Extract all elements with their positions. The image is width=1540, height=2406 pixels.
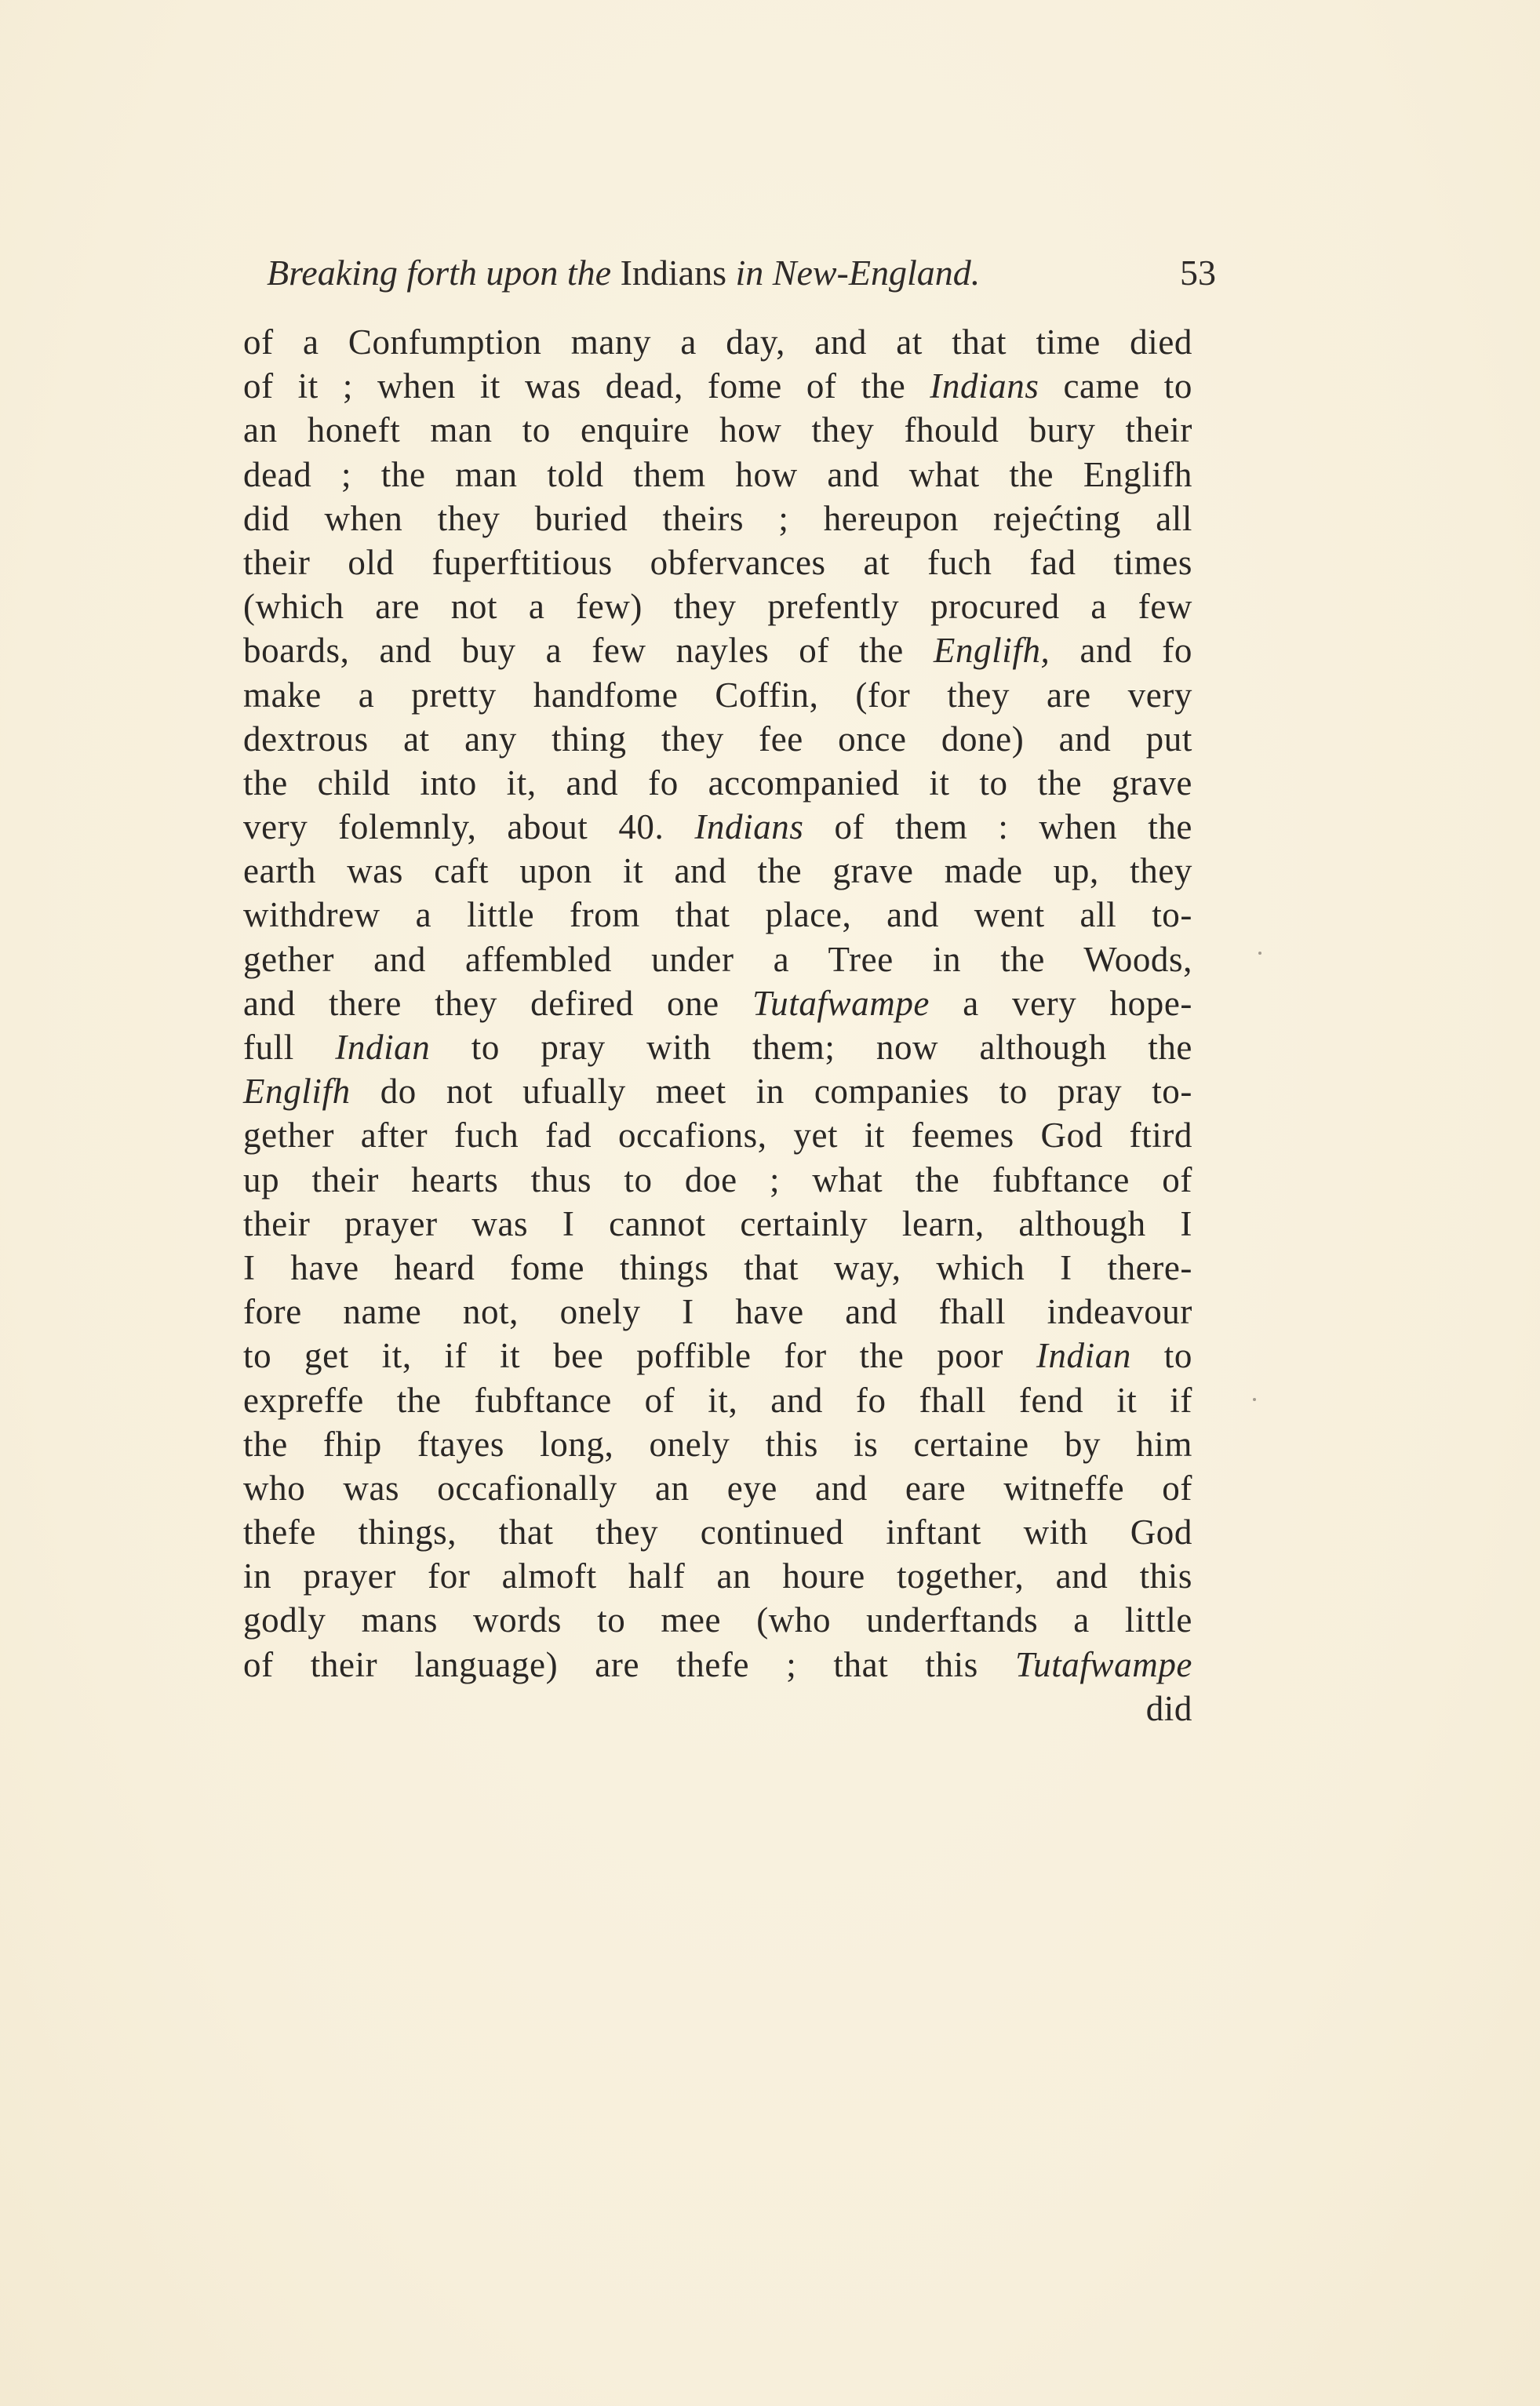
- text-run: an honeft man to enquire how they fhould bury their: [243, 410, 1192, 450]
- text-line: [243, 541, 1192, 584]
- text-line: [243, 1643, 1192, 1687]
- text-line: [243, 1378, 1192, 1422]
- text-line: [243, 364, 1192, 408]
- text-run: (which are not a few) they prefently procured a few: [243, 587, 1192, 627]
- text-line: [243, 1422, 1192, 1466]
- text-run: godly mans words to mee (who underftands a little: [243, 1600, 1192, 1640]
- text-run: and fo: [1050, 631, 1192, 671]
- text-line: [243, 717, 1192, 761]
- italic-term: Tutafwampe: [752, 983, 930, 1023]
- text-run: in prayer for almoft half an houre together, and this: [243, 1556, 1192, 1596]
- text-line: [243, 893, 1192, 937]
- italic-term: Tutafwampe: [1014, 1644, 1192, 1684]
- text-line: [243, 937, 1192, 981]
- italic-term: Indian: [1036, 1336, 1131, 1376]
- running-head-title-part1: Breaking forth upon the: [267, 253, 612, 293]
- text-line: [243, 497, 1192, 541]
- italic-term: Indians: [694, 807, 804, 847]
- paper-speck: [1258, 952, 1261, 955]
- text-line: [243, 1334, 1192, 1378]
- text-run: who was occafionally an eye and eare witneffe of: [243, 1468, 1192, 1508]
- running-head-title-part3: in New-England.: [735, 253, 981, 293]
- text-run: full: [243, 1028, 336, 1067]
- text-line: [243, 408, 1192, 452]
- text-line: [243, 1158, 1192, 1202]
- text-line: [243, 453, 1192, 497]
- text-line: [243, 1466, 1192, 1510]
- text-line: [243, 1510, 1192, 1554]
- text-run: the fhip ftayes long, onely this is certaine by him: [243, 1424, 1192, 1464]
- text-line: [243, 1598, 1192, 1642]
- text-run: to get it, if it bee poffible for the poor: [243, 1336, 1036, 1376]
- text-run: expreffe the fubftance of it, and fo fhall fend it if: [243, 1380, 1192, 1420]
- text-line: [243, 1202, 1192, 1246]
- text-line: [243, 628, 1192, 672]
- text-line: [243, 584, 1192, 628]
- italic-term: Indian: [335, 1028, 431, 1067]
- catchword: did: [1145, 1688, 1192, 1728]
- text-run: very folemnly, about 40.: [243, 807, 695, 847]
- text-run: came to: [1039, 366, 1192, 406]
- text-run: to: [1130, 1336, 1192, 1376]
- text-run: of their language) are thefe ; that this: [243, 1644, 1015, 1684]
- text-run: of a Confumption many a day, and at that time died: [243, 322, 1192, 362]
- text-run: thefe things, that they continued inftant with God: [243, 1512, 1192, 1552]
- text-line: [243, 1069, 1192, 1113]
- running-head: [267, 249, 1216, 297]
- text-line: [243, 1025, 1192, 1069]
- text-line: [243, 673, 1192, 717]
- text-run: to pray with them; now although the: [430, 1028, 1192, 1067]
- italic-term: Englifh: [243, 1072, 351, 1112]
- italic-term: Indians: [930, 366, 1039, 406]
- text-line: [243, 1554, 1192, 1598]
- text-run: do not ufually meet in companies to pray to-: [350, 1072, 1192, 1112]
- text-line: [243, 849, 1192, 893]
- text-run: boards, and buy a few nayles of the: [243, 631, 934, 671]
- paper-speck: [1253, 1398, 1256, 1401]
- text-run: and there they defired one: [243, 983, 752, 1023]
- text-run: gether after fuch fad occafions, yet it feemes God ftird: [243, 1116, 1192, 1156]
- text-run: dextrous at any thing they fee once done) and put: [243, 719, 1192, 759]
- text-run: dead ; the man told them how and what the Englifh: [243, 454, 1192, 494]
- page-number: 53: [1180, 253, 1216, 293]
- text-run: did when they buried theirs ; hereupon rejećting all: [243, 498, 1192, 538]
- running-head-title-part2: Indians: [620, 253, 726, 293]
- text-run: the child into it, and fo accompanied it to the grave: [243, 763, 1192, 803]
- text-run: earth was caft upon it and the grave made up, they: [243, 851, 1192, 891]
- text-run: of them : when the: [803, 807, 1192, 847]
- text-run: I have heard fome things that way, which I there-: [243, 1247, 1192, 1287]
- text-run: gether and affembled under a Tree in the Woods,: [243, 939, 1192, 979]
- text-run: their old fuperftitious obfervances at fuch fad times: [243, 542, 1192, 582]
- text-line: [243, 761, 1192, 805]
- text-line: [243, 805, 1192, 849]
- text-run: their prayer was I cannot certainly learn, although I: [243, 1203, 1192, 1243]
- text-run: of it ; when it was dead, fome of the: [243, 366, 930, 406]
- text-line: [243, 1113, 1192, 1157]
- text-line: [243, 981, 1192, 1025]
- text-run: fore name not, onely I have and fhall indeavour: [243, 1292, 1192, 1332]
- italic-term: Englifh,: [933, 631, 1050, 671]
- body-text: [243, 320, 1192, 1731]
- text-run: make a pretty handfome Coffin, (for they are very: [243, 675, 1192, 715]
- text-line: [243, 320, 1192, 364]
- text-run: a very hope-: [930, 983, 1192, 1023]
- text-line: [243, 1290, 1192, 1334]
- text-run: up their hearts thus to doe ; what the fubftance of: [243, 1159, 1192, 1199]
- text-line: [243, 1246, 1192, 1290]
- text-run: withdrew a little from that place, and went all to-: [243, 895, 1192, 935]
